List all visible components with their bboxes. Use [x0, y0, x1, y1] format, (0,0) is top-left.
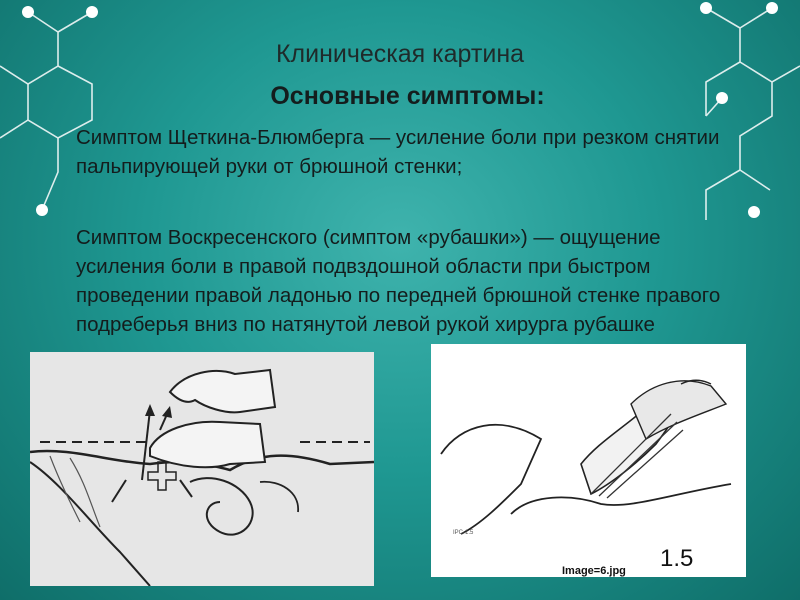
symptom-shchetkin-blumberg-text: Симптом Щеткина-Блюмберга — усиление боли при резком снятии пальпирующей руки от брюшной стенки; — [76, 126, 720, 178]
shirt-symptom-illustration — [431, 344, 746, 577]
palpation-illustration — [30, 352, 374, 586]
slide-title: Клиническая картина — [275, 40, 525, 68]
slide-subtitle: Основные симптомы: — [270, 82, 545, 110]
image-filename-caption: Image=6.jpg — [562, 565, 626, 577]
svg-text:IPC-1.5: IPC-1.5 — [453, 530, 474, 536]
shirt-symptom-drawing — [431, 344, 746, 577]
palpation-drawing — [30, 352, 374, 586]
symptom-voskresensky-text: Симптом Воскресенского (симптом «рубашки») — ощущение усиления боли в правой подвздошной области при быстром проведении правой ладонью по передней брюшной стенке правого подреберья вниз по натянутой левой рукой хирурга рубашке — [76, 226, 721, 336]
figure-number: 1.5 — [660, 545, 694, 572]
